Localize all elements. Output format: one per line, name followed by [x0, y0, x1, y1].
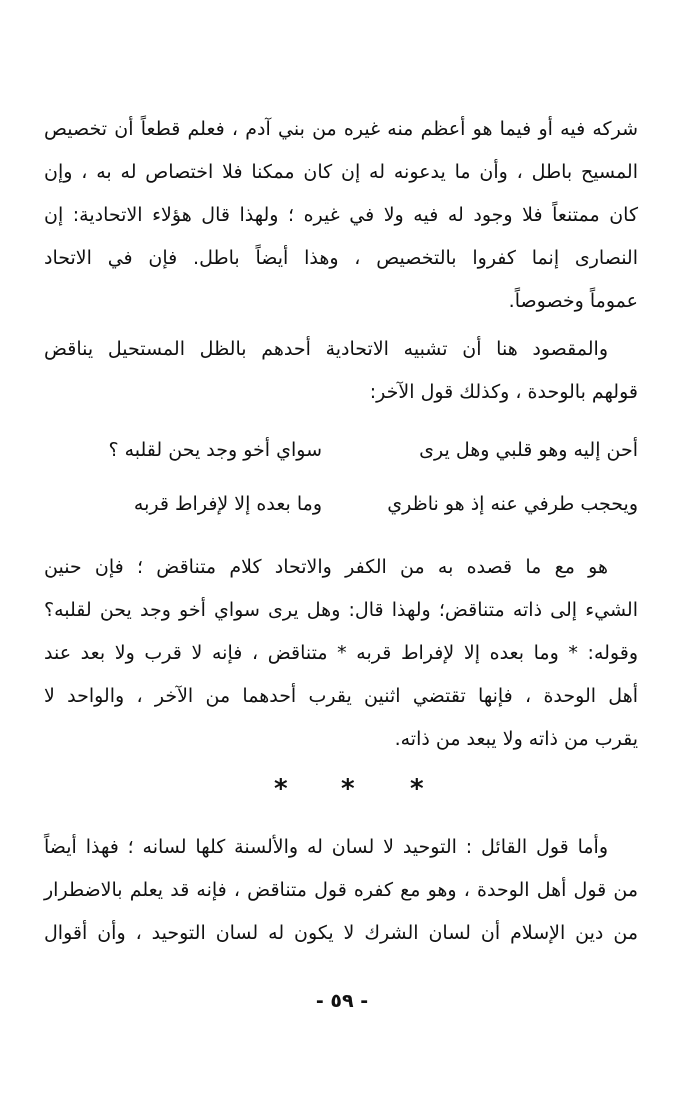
text-line: قولهم بالوحدة ، وكذلك قول الآخر:	[369, 381, 638, 403]
text-line: هو مع ما قصده به من الكفر والاتحاد كلام متناقض ؛ فإن حنين	[44, 556, 608, 578]
verse-second-hemistich: وما بعده إلا لإفراط قربه	[133, 493, 322, 515]
text-line: شركه فيه أو فيما هو أعظم منه غيره من بني آدم ، فعلم قطعاً أن تخصيص	[44, 118, 638, 140]
separator-star: *	[410, 774, 424, 804]
separator-star: *	[341, 774, 355, 804]
text-line: عموماً وخصوصاً.	[508, 290, 638, 312]
text-line: من قول أهل الوحدة ، وهو مع كفره قول متناقض ، فإنه قد يعلم بالاضطرار	[44, 879, 638, 901]
verse-1	[44, 430, 638, 470]
paragraph-3	[44, 546, 638, 761]
page-number: - ٥٩ -	[315, 990, 369, 1012]
paragraph-4	[44, 826, 638, 955]
text-line: النصارى إنما كفروا بالتخصيص ، وهذا أيضاً باطل. فإن في الاتحاد	[44, 247, 638, 269]
text-line: الشيء إلى ذاته متناقض؛ ولهذا قال: وهل يرى سواي أخو وجد يحن لقلبه؟	[44, 599, 638, 621]
text-line: وقوله: * وما بعده إلا لإفراط قربه * متناقض ، فإنه لا قرب ولا بعد عند	[44, 642, 638, 664]
text-line: أهل الوحدة ، فإنها تقتضي اثنين يقرب أحدهما من الآخر ، والواحد لا	[44, 685, 638, 707]
separator-star: *	[274, 774, 288, 804]
text-line: كان ممتنعاً فلا وجود له فيه ولا في غيره ؛ ولهذا قال هؤلاء الاتحادية: إن	[44, 204, 638, 226]
verse-first-hemistich: أحن إليه وهو قلبي وهل يرى	[419, 439, 638, 461]
text-line: والمقصود هنا أن تشبيه الاتحادية أحدهم بالظل المستحيل يناقض	[44, 338, 608, 360]
text-line: وأما قول القائل : التوحيد لا لسان له والألسنة كلها لسانه ؛ فهذا أيضاً	[44, 836, 608, 858]
text-line: من دين الإسلام أن لسان الشرك لا يكون له لسان التوحيد ، وأن أقوال	[44, 922, 638, 944]
paragraph-2	[44, 328, 638, 414]
verse-2	[44, 484, 638, 524]
text-line: المسيح باطل ، وأن ما يدعونه له إن كان ممكنا فلا اختصاص له به ، وإن	[44, 161, 638, 183]
paragraph-1	[44, 108, 638, 323]
verse-first-hemistich: ويحجب طرفي عنه إذ هو ناظري	[387, 493, 638, 515]
section-separator	[0, 774, 684, 804]
verse-second-hemistich: سواي أخو وجد يحن لقلبه ؟	[108, 439, 322, 461]
text-line: يقرب من ذاته ولا يبعد من ذاته.	[394, 728, 638, 750]
